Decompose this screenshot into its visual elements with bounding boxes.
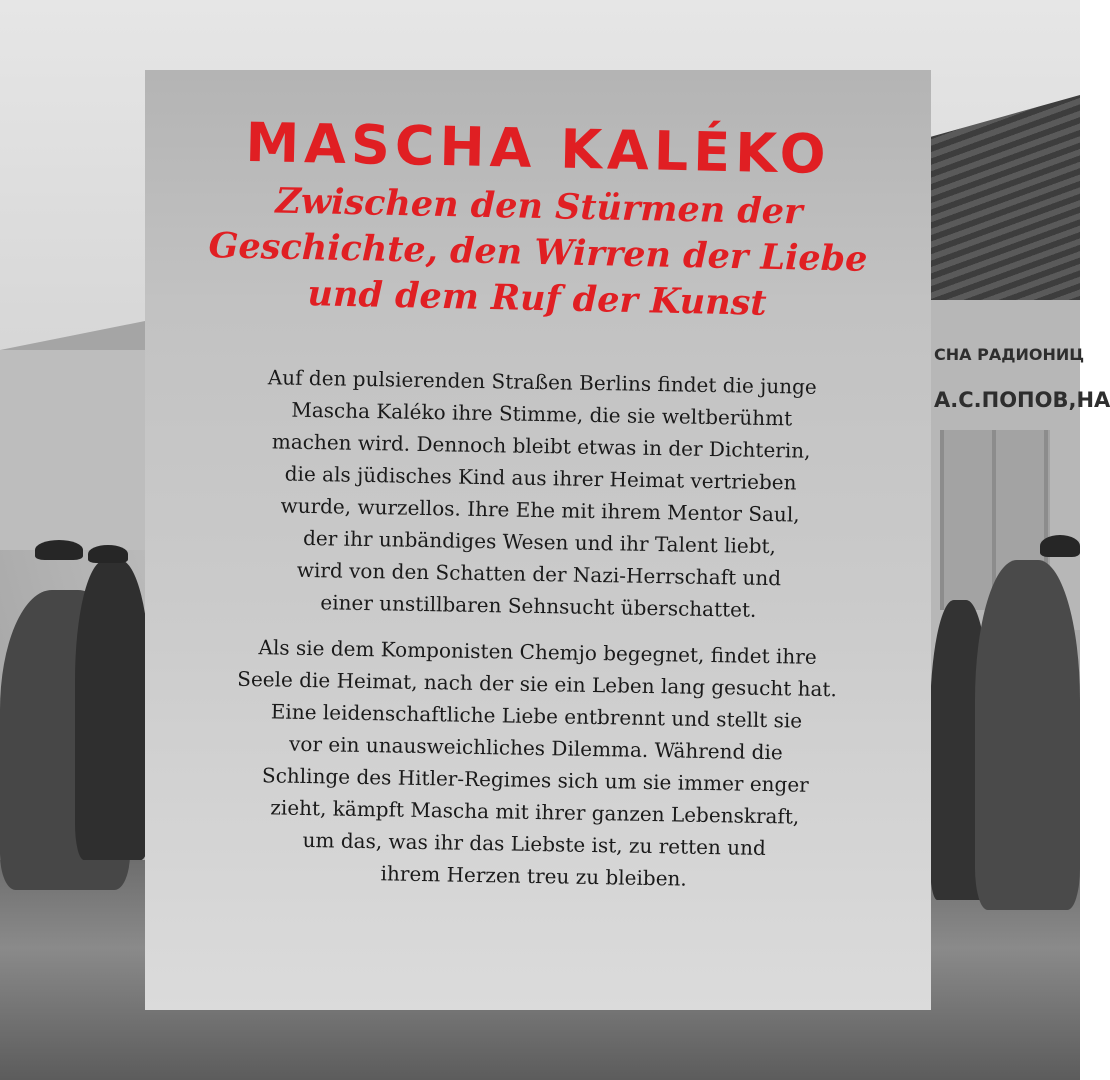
blurb-line: Auf den pulsierenden Straßen Berlins findet die junge [267, 365, 817, 399]
background-sign-line-2: А.С.ПОПОВ,НА [934, 388, 1110, 412]
blurb-line: die als jüdisches Kind aus ihrer Heimat vertrieben [284, 461, 797, 495]
author-name: MASCHA KALÉKO [244, 110, 832, 187]
background-sign-line-1: СНА РАДИОНИЦ [934, 345, 1085, 364]
background-house-left [0, 350, 150, 550]
blurb-line: Mascha Kaléko ihre Stimme, die sie weltberühmt [291, 397, 793, 431]
blurb-line: um das, was ihr das Liebste ist, zu retten und [302, 827, 767, 861]
blurb-line: wurde, wurzellos. Ihre Ehe mit ihrem Mentor Saul, [280, 493, 800, 527]
background-cap [1040, 535, 1080, 557]
blurb-paragraph-1 [145, 359, 935, 629]
background-cap [35, 540, 83, 560]
blurb-line: machen wird. Dennoch bleibt etwas in der Dichterin, [271, 429, 811, 463]
blurb-line: vor ein unausweichliches Dilemma. Während die [288, 731, 783, 765]
blurb-line: Seele die Heimat, nach der sie ein Leben lang gesucht hat. [237, 666, 838, 702]
blurb-paragraph-2 [140, 629, 930, 899]
blurb-line: der ihr unbändiges Wesen und ihr Talent liebt, [302, 525, 777, 559]
background-cap [88, 545, 128, 563]
subtitle-line: und dem Ruf der Kunst [307, 273, 767, 324]
blurb-line: ihrem Herzen treu zu bleiben. [380, 861, 687, 891]
book-subtitle [144, 176, 933, 330]
blurb-line: Eine leidenschaftliche Liebe entbrennt und stellt sie [270, 699, 803, 733]
background-soldier [975, 560, 1080, 910]
blurb-line: Schlinge des Hitler-Regimes sich um sie immer enger [261, 763, 809, 797]
blurb-line: zieht, kämpft Mascha mit ihrer ganzen Lebenskraft, [270, 795, 800, 829]
blurb-line: Als sie dem Komponisten Chemjo begegnet, findet ihre [258, 635, 817, 669]
subtitle-line: Geschichte, den Wirren der Liebe [208, 225, 868, 280]
blurb-line: einer unstillbaren Sehnsucht überschattet. [320, 590, 757, 622]
background-soldier [75, 560, 150, 860]
blurb-line: wird von den Schatten der Nazi-Herrschaft und [296, 557, 782, 591]
subtitle-line: Zwischen den Stürmen der [275, 180, 803, 233]
blurb [140, 359, 935, 899]
book-back-cover [145, 70, 931, 1010]
